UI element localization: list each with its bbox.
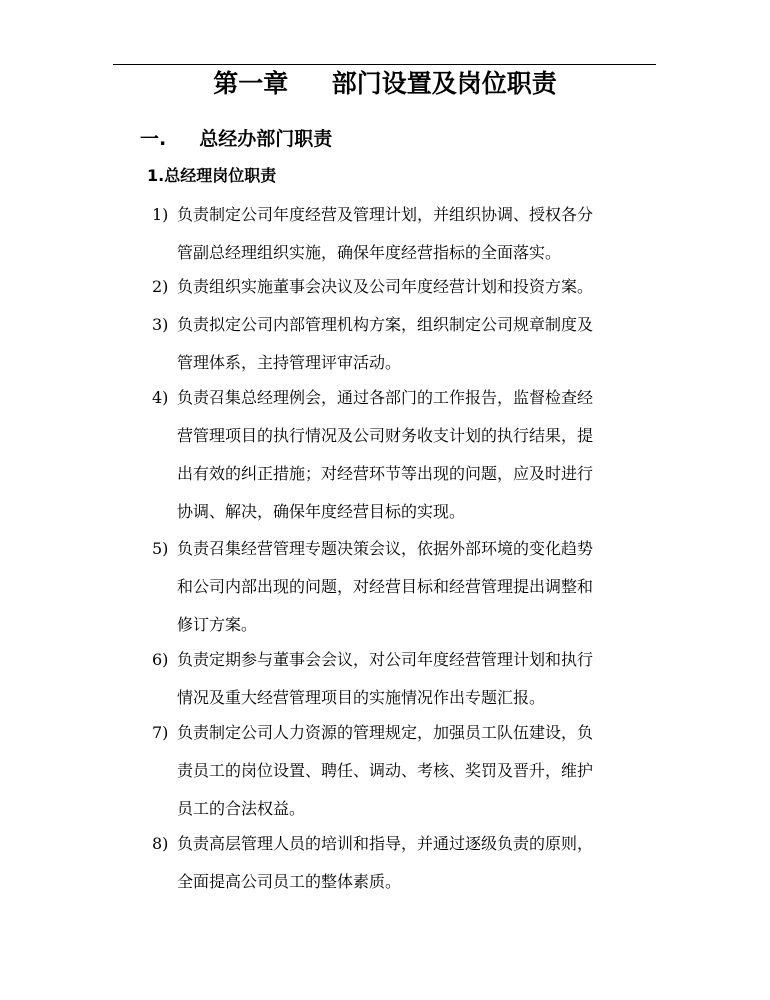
item-number: 7) bbox=[152, 723, 169, 742]
item-text-line: 全面提高公司员工的整体素质。 bbox=[177, 872, 402, 891]
duty-item-3 bbox=[152, 306, 662, 382]
item-text-line: 负责组织实施董事会决议及公司年度经营计划和投资方案。 bbox=[177, 277, 594, 296]
duty-item-5 bbox=[152, 530, 662, 644]
duty-item-4 bbox=[152, 379, 662, 531]
item-text-line: 负责高层管理人员的培训和指导，并通过逐级负责的原则， bbox=[177, 834, 594, 853]
item-text-line: 管理体系，主持管理评审活动。 bbox=[177, 353, 402, 372]
header-rule bbox=[113, 64, 656, 65]
item-text-line: 管副总经理组织实施，确保年度经营指标的全面落实。 bbox=[177, 243, 562, 262]
duty-item-1 bbox=[152, 196, 662, 272]
item-number: 8) bbox=[152, 834, 169, 853]
duty-item-2 bbox=[152, 268, 662, 306]
item-text-line: 负责定期参与董事会会议，对公司年度经营管理计划和执行 bbox=[177, 650, 594, 669]
item-number: 3) bbox=[152, 315, 169, 334]
duty-item-6 bbox=[152, 641, 662, 717]
chapter-title: 第一章 部门设置及岗位职责 bbox=[213, 69, 557, 98]
item-text-line: 修订方案。 bbox=[177, 615, 258, 634]
section-heading: 一. 总经办部门职责 bbox=[140, 128, 333, 150]
item-text-line: 出有效的纠正措施；对经营环节等出现的问题，应及时进行 bbox=[177, 464, 594, 483]
item-number: 6) bbox=[152, 650, 169, 669]
item-text-line: 负责制定公司年度经营及管理计划，并组织协调、授权各分 bbox=[177, 205, 594, 224]
item-text-line: 情况及重大经营管理项目的实施情况作出专题汇报。 bbox=[177, 688, 546, 707]
item-text-line: 和公司内部出现的问题，对经营目标和经营管理提出调整和 bbox=[177, 577, 594, 596]
duty-item-8 bbox=[152, 825, 662, 901]
item-text-line: 责员工的岗位设置、聘任、调动、考核、奖罚及晋升，维护 bbox=[177, 761, 594, 780]
item-text-line: 营管理项目的执行情况及公司财务收支计划的执行结果，提 bbox=[177, 426, 594, 445]
duty-item-7 bbox=[152, 714, 662, 828]
item-text-line: 负责召集总经理例会，通过各部门的工作报告，监督检查经 bbox=[177, 388, 594, 407]
item-number: 4) bbox=[152, 388, 169, 407]
subsection-heading: 1.总经理岗位职责 bbox=[147, 166, 277, 185]
item-number: 5) bbox=[152, 539, 169, 558]
item-number: 1) bbox=[152, 205, 169, 224]
item-text-line: 负责制定公司人力资源的管理规定，加强员工队伍建设，负 bbox=[177, 723, 594, 742]
item-text-line: 负责拟定公司内部管理机构方案，组织制定公司规章制度及 bbox=[177, 315, 594, 334]
item-text-line: 负责召集经营管理专题决策会议，依据外部环境的变化趋势 bbox=[177, 539, 594, 558]
item-text-line: 员工的合法权益。 bbox=[177, 799, 306, 818]
item-text-line: 协调、解决，确保年度经营目标的实现。 bbox=[177, 502, 466, 521]
item-number: 2) bbox=[152, 277, 169, 296]
